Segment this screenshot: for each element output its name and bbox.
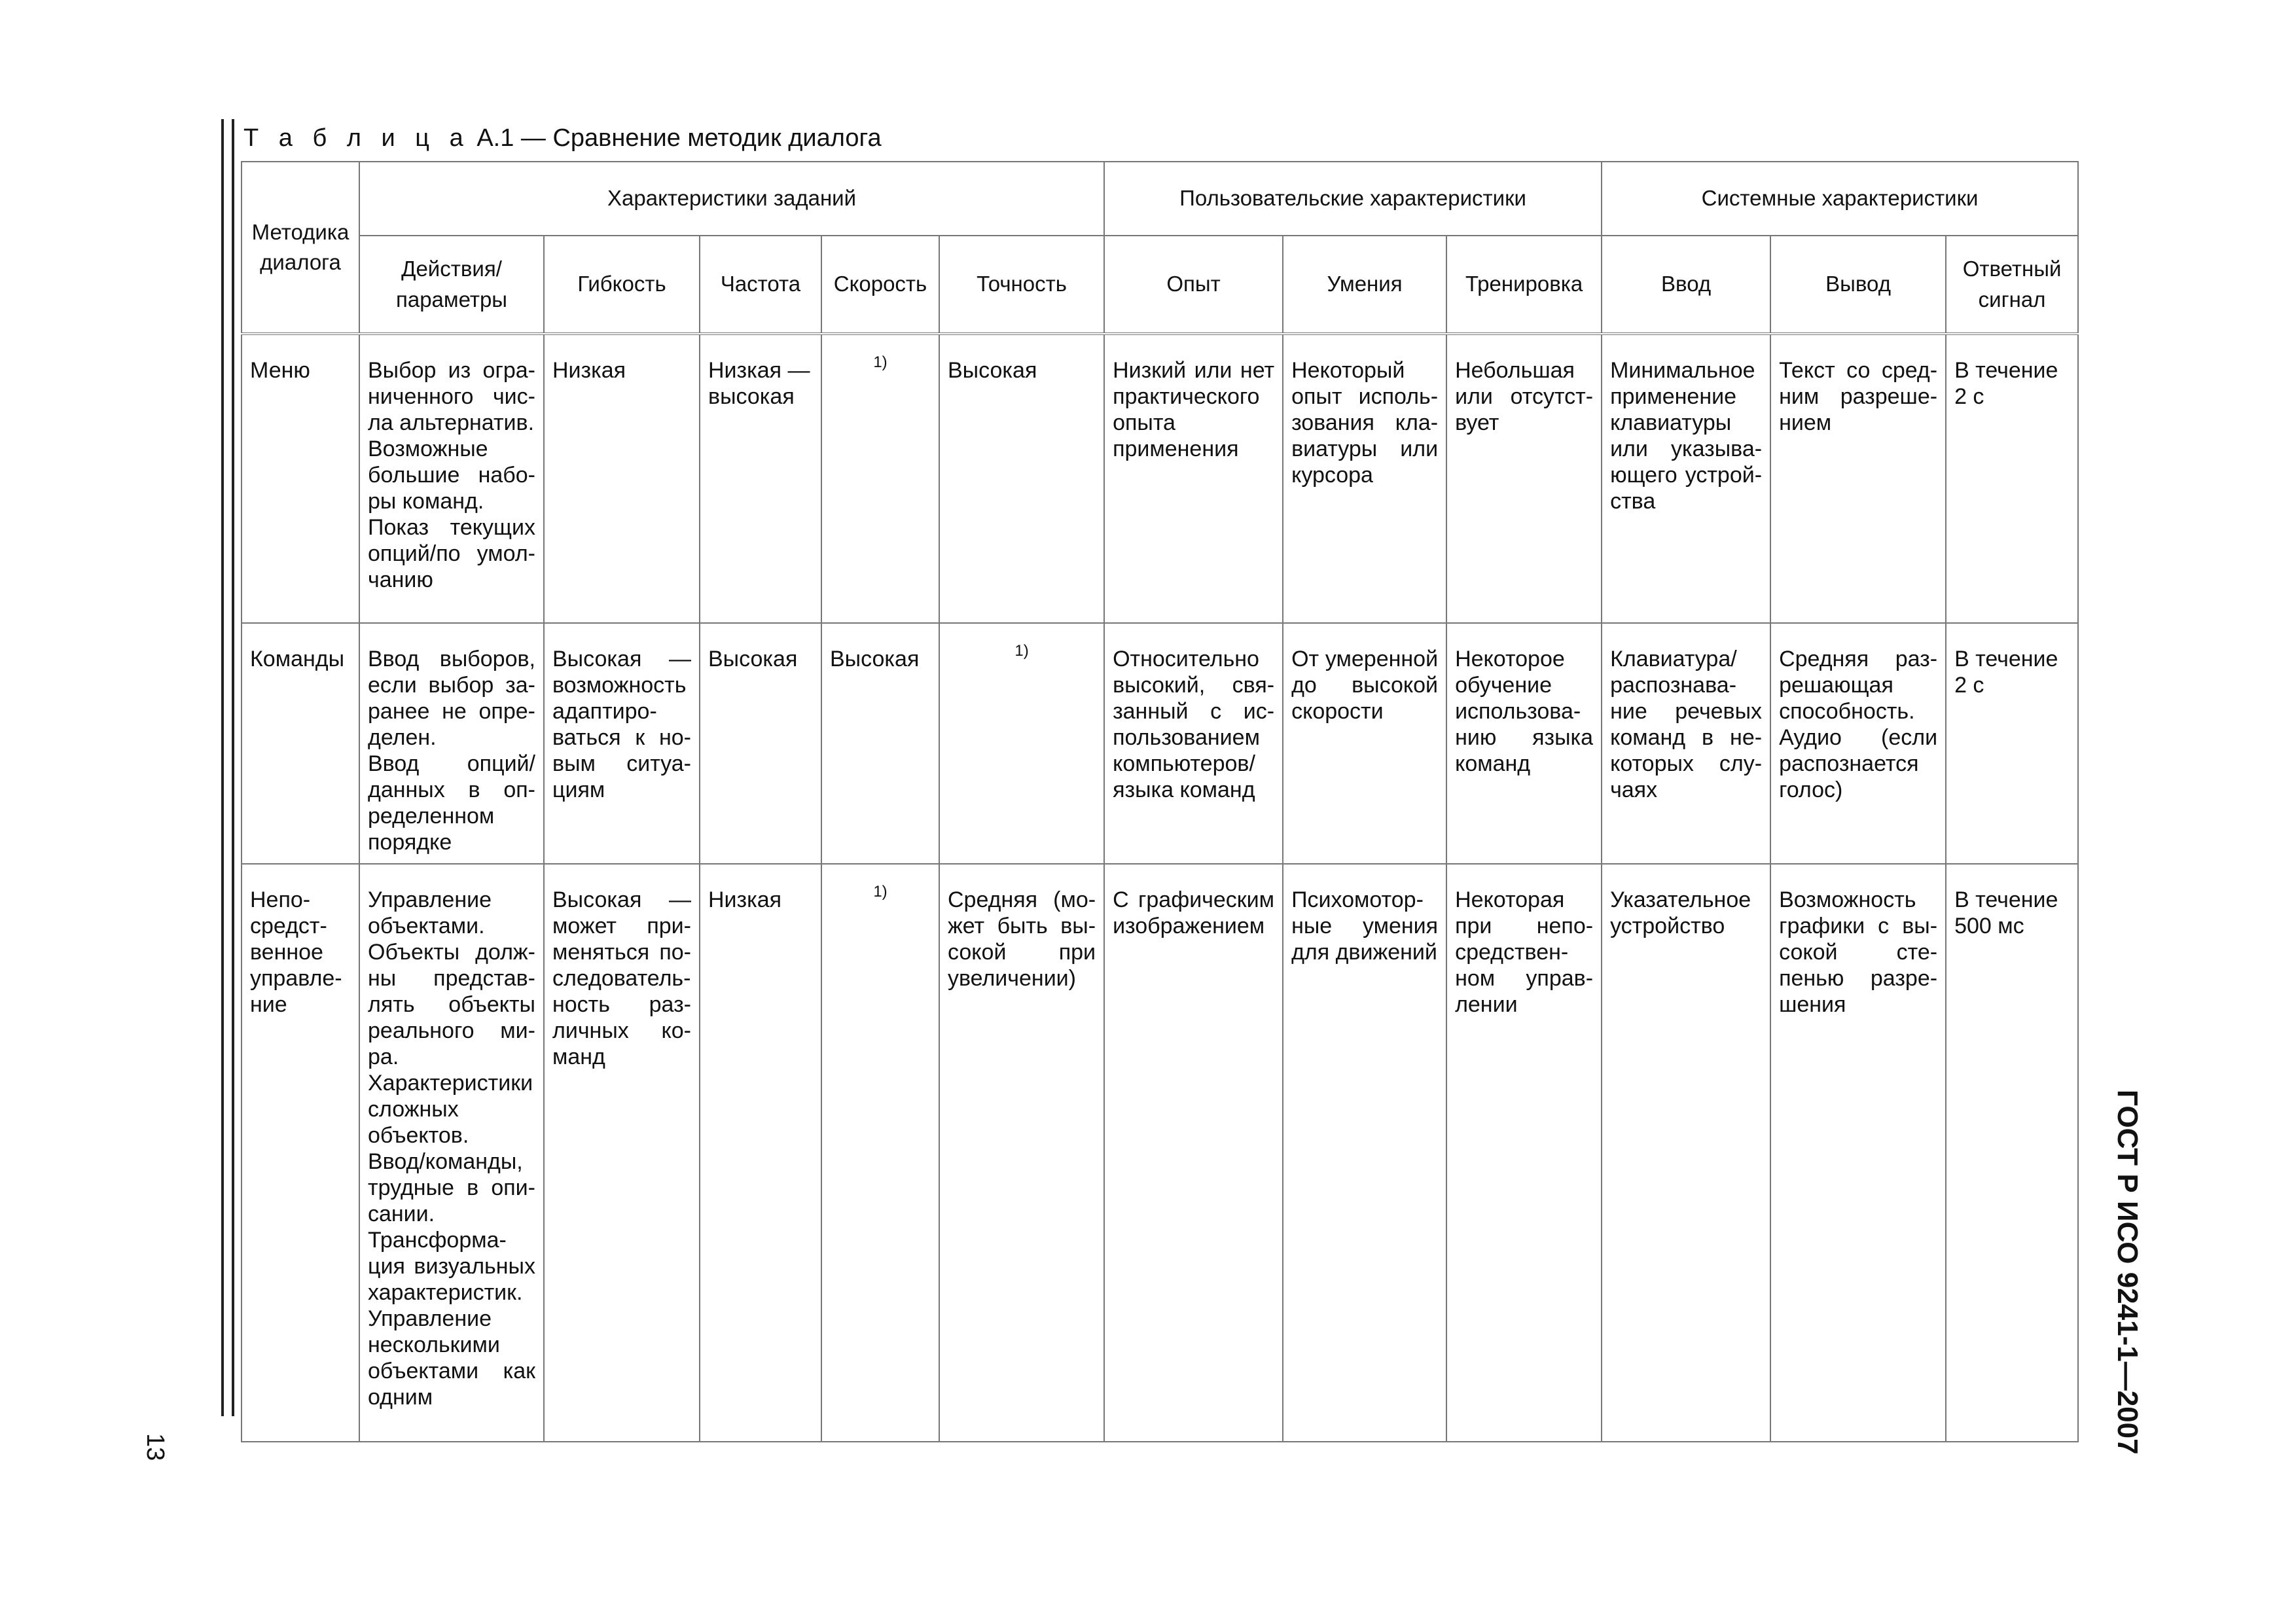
cell-output: Возможность графики с высокой степенью разрешения xyxy=(1770,864,1946,1442)
table-caption xyxy=(243,124,882,152)
header-training: Тренировка xyxy=(1446,236,1602,334)
header-method: Методика диалога xyxy=(242,162,359,334)
cell-training: Некоторая при непосредственном управлении xyxy=(1446,864,1602,1442)
cell-method: Команды xyxy=(242,623,359,864)
cell-method: Меню xyxy=(242,334,359,623)
cell-speed-footnote: 1) xyxy=(821,864,939,1442)
page-number: 13 xyxy=(141,1433,169,1461)
cell-input: Минимальное применение клавиатуры или указывающего устройства xyxy=(1602,334,1770,623)
cell-training: Небольшая или отсутствует xyxy=(1446,334,1602,623)
cell-flexibility: Высокая — возможность адаптироваться к новым ситуациям xyxy=(544,623,700,864)
header-frequency: Частота xyxy=(700,236,821,334)
cell-input: Указательное устройство xyxy=(1602,864,1770,1442)
cell-skills: Психомоторные умения для движений xyxy=(1283,864,1446,1442)
binding-margin-lines xyxy=(221,119,234,1416)
header-actions: Действия/ параметры xyxy=(359,236,544,334)
cell-training: Некоторое обучение использованию языка команд xyxy=(1446,623,1602,864)
caption-title: А.1 — Сравнение методик диалога xyxy=(469,124,882,152)
cell-skills: От умеренной до высокой скорости xyxy=(1283,623,1446,864)
cell-experience: Низкий или нет практического опыта применения xyxy=(1104,334,1283,623)
cell-flexibility: Низкая xyxy=(544,334,700,623)
cell-experience: С графическим изображением xyxy=(1104,864,1283,1442)
header-flexibility: Гибкость xyxy=(544,236,700,334)
header-group-user-characteristics: Пользовательские характеристики xyxy=(1104,162,1602,236)
cell-response: В течение 2 с xyxy=(1946,334,2078,623)
cell-method: Непосредственное управление xyxy=(242,864,359,1442)
cell-accuracy: Высокая xyxy=(939,334,1104,623)
header-accuracy: Точность xyxy=(939,236,1104,334)
cell-skills: Некоторый опыт использования клавиатуры или курсора xyxy=(1283,334,1446,623)
cell-accuracy-footnote: 1) xyxy=(939,623,1104,864)
cell-experience: Относительно высокий, связанный с использованием компьютеров/ языка команд xyxy=(1104,623,1283,864)
header-output: Вывод xyxy=(1770,236,1946,334)
table-row xyxy=(242,623,2078,864)
cell-actions: Ввод выборов, если выбор заранее не определен. Ввод опций/ данных в определенном порядке xyxy=(359,623,544,864)
cell-frequency: Низкая — высокая xyxy=(700,334,821,623)
cell-input: Клавиатура/ распознавание речевых команд в некоторых случаях xyxy=(1602,623,1770,864)
document-code: ГОСТ Р ИСО 9241-1—2007 xyxy=(2111,1090,2144,1455)
caption-label: Т а б л и ц а xyxy=(243,124,470,152)
cell-frequency: Низкая xyxy=(700,864,821,1442)
header-experience: Опыт xyxy=(1104,236,1283,334)
cell-output: Средняя разрешающая способность. Аудио (если распознается голос) xyxy=(1770,623,1946,864)
cell-speed: Высокая xyxy=(821,623,939,864)
cell-frequency: Высокая xyxy=(700,623,821,864)
header-group-system-characteristics: Системные характеристики xyxy=(1602,162,2078,236)
dialogue-comparison-table xyxy=(241,161,2079,1442)
cell-actions: Выбор из ограниченного числа альтернатив. Возможные большие наборы команд. Показ текущих опций/по умолчанию xyxy=(359,334,544,623)
cell-output: Текст со средним разрешением xyxy=(1770,334,1946,623)
cell-response: В течение 500 мс xyxy=(1946,864,2078,1442)
header-input: Ввод xyxy=(1602,236,1770,334)
header-speed: Скорость xyxy=(821,236,939,334)
cell-response: В течение 2 с xyxy=(1946,623,2078,864)
cell-accuracy: Средняя (может быть высокой при увеличении) xyxy=(939,864,1104,1442)
cell-flexibility: Высокая — может применяться последовательность различных команд xyxy=(544,864,700,1442)
header-skills: Умения xyxy=(1283,236,1446,334)
table-row xyxy=(242,864,2078,1442)
header-response: Ответный сигнал xyxy=(1946,236,2078,334)
cell-actions: Управление объектами. Объекты должны представлять объекты реального мира. Характеристики сложных объектов. Ввод/команды, трудные в описании. Трансформация визуальных характеристик. Управление несколькими объектами как одним xyxy=(359,864,544,1442)
cell-speed-footnote: 1) xyxy=(821,334,939,623)
table-row xyxy=(242,334,2078,623)
header-group-task-characteristics: Характеристики заданий xyxy=(359,162,1104,236)
